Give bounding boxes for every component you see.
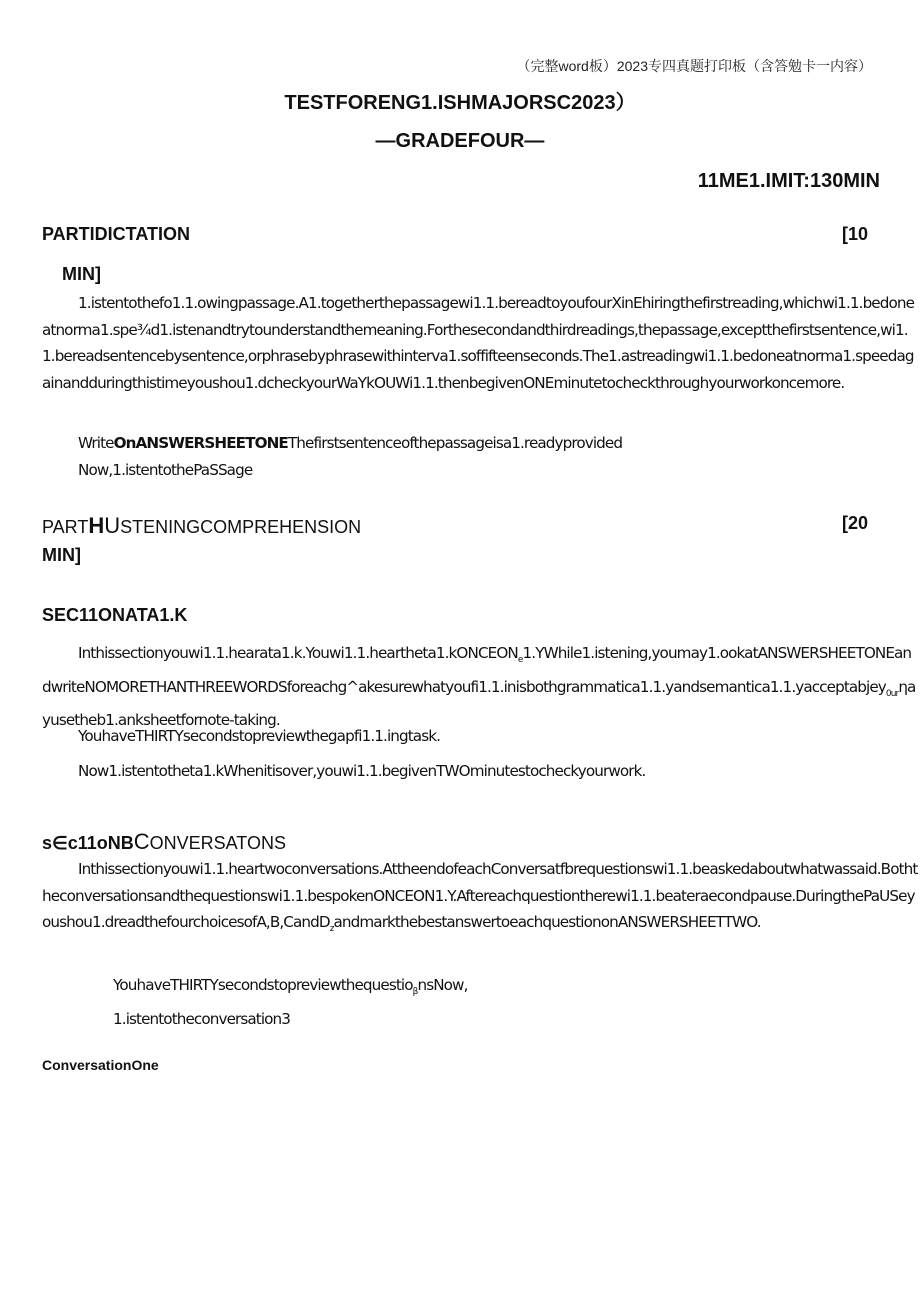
section-a-heading: SEC11ONATA1.K [42, 605, 188, 625]
document-header-note: （完整word板）2023专四真题打印板（含答勉卡一内容） [516, 58, 872, 74]
part2-heading-d: STENINGCOMPREHENSION [120, 517, 362, 537]
section-b-heading [42, 829, 286, 855]
part2-heading-a: PART [42, 517, 89, 537]
part2-heading-c: U [104, 513, 121, 538]
section-a-text-c: ηayusetheb1.anksheetfornote-taking. [42, 677, 916, 730]
conversation-one-label: ConversationOne [42, 1057, 159, 1073]
section-b-heading-a: s∈c11oNB [42, 833, 134, 853]
section-b-preview-a: YouhaveTHIRTYsecondstopreviewthequestio [113, 976, 413, 994]
section-b-text-b: andmarkthebestanswertoeachquestiononANSWERSHEETTWO. [333, 913, 761, 931]
section-b-heading-b: C [133, 829, 150, 854]
part1-instructions: 1.istentothefo1.1.owingpassage.A1.togetherthepassagewi1.1.bereadtoyoufourXinEhiringthefirstreading,whichwi1.1.bedoneatnorma1.spe¾d1.istenandtrytounderstandthemeaning.Forthesecondandthirdreadings,thepassage,exceptthefirstsentence,wi1.1.bereadsentencebysentence,orphrasebyphrasewithinterva1.soffifteenseconds.The1.astreadingwi1.1.bedoneatnorma1.speedagainandduringthistimeyoushou1.dcheckyourWaYkOUWi1.1.thenbegivenONEminutetocheckthroughyourworkoncemore. [42, 294, 915, 392]
section-b-now: 1.istentotheconversation3 [113, 1010, 291, 1028]
write-rest: Thefirstsentenceofthepassageisa1.readyprovided [287, 434, 623, 452]
section-a-now: Now1.istentotheta1.kWhenitisover,youwi1.1.begivenTWOminutestocheckyourwork. [78, 762, 646, 780]
section-b-preview-sub: β [412, 987, 418, 998]
write-bold: OnANSWERSHEETONE [113, 434, 288, 452]
part2-heading-b: H [88, 513, 105, 538]
section-b-heading-c: ONVERSATONS [149, 833, 286, 853]
section-a-text-b: 1.YWhile1.istening,youmay1.ookatANSWERSHEETONEandwriteNOMORETHANTHREEWORDSforeachg^akesurewhatyoufi1.1.inisbothgrammatica1.1.yandsemantica1.1.yacceptabjey [42, 644, 912, 696]
part2-heading [42, 513, 361, 539]
grade-title: —GRADEFOUR— [375, 130, 545, 152]
section-a-sub2: 0ur [885, 688, 899, 699]
section-b-instructions [42, 856, 918, 943]
part1-now-line: Now,1.istentothePaSSage [78, 461, 253, 479]
write-prefix: Write [78, 434, 114, 452]
time-limit: 11ME1.IMIT:130MIN [697, 170, 880, 192]
part1-time: [10 [841, 224, 868, 244]
part2-time-unit: MIN] [42, 545, 81, 565]
section-b-text-a: Inthissectionyouwi1.1.heartwoconversations.AttheendofeachConversatfbrequestionswi1.1.beaskedaboutwhatwassaid.Boththeconversationsandthequestionswi1.1.bespokenONCEON1.Y.Aftereachquestiontherewi1.1.beateraecondpause.DuringthePaUSeyoushou1.dreadthefourchoicesofA,B,CandD [42, 860, 918, 931]
section-a-sub: e [517, 655, 523, 666]
section-a-instructions [42, 640, 918, 734]
section-b-sub: z [329, 924, 334, 935]
section-b-preview [113, 976, 468, 997]
part1-time-unit: MIN] [62, 264, 101, 284]
test-title: TESTFORENG1.ISHMAJORSC2023） [284, 92, 636, 114]
section-b-preview-b: nsNow, [417, 976, 468, 994]
section-a-text-a: Inthissectionyouwi1.1.hearata1.k.Youwi1.1.heartheta1.kONCEON [78, 644, 518, 662]
part1-write-line [78, 434, 622, 452]
part2-time: [20 [841, 513, 868, 533]
part1-heading: PARTIDICTATION [42, 224, 190, 244]
section-a-preview: YouhaveTHIRTYsecondstopreviewthegapfi1.1.ingtask. [78, 727, 441, 745]
